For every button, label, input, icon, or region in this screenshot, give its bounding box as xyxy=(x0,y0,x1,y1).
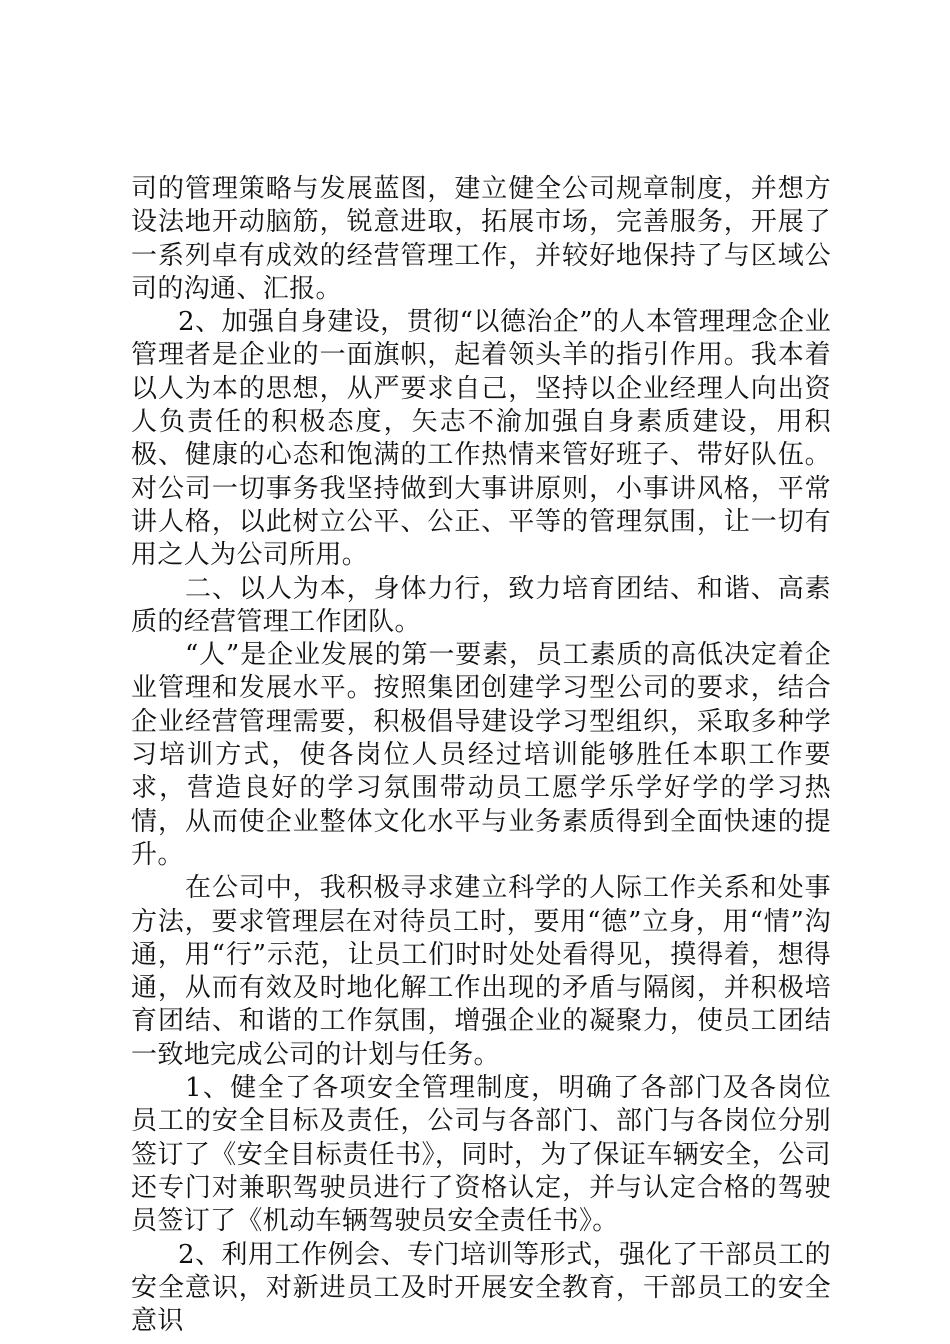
paragraph-7: 2、利用工作例会、专门培训等形式，强化了干部员工的安全意识，对新进员工及时开展安全教育，干部员工的安全意识 xyxy=(131,1239,831,1337)
paragraph-2: 2、加强自身建设，贯彻“以德治企”的人本管理理念企业管理者是企业的一面旗帜，起着领头羊的指引作用。我本着以人为本的思想，从严要求自己，坚持以企业经理人向出资人负责任的积极态度，矢志不渝加强自身素质建设，用积极、健康的心态和饱满的工作热情来管好班子、带好队伍。对公司一切事务我坚持做到大事讲原则，小事讲风格，平常讲人格，以此树立公平、公正、平等的管理氛围，让一切有用之人为公司所用。 xyxy=(131,307,831,571)
paragraph-6: 1、健全了各项安全管理制度，明确了各部门及各岗位员工的安全目标及责任，公司与各部门、部门与各岗位分别签订了《安全目标责任书》，同时，为了保证车辆安全，公司还专门对兼职驾驶员进行了资格认定，并与认定合格的驾驶员签订了《机动车辆驾驶员安全责任书》。 xyxy=(131,1073,831,1237)
paragraph-1: 司的管理策略与发展蓝图，建立健全公司规章制度，并想方设法地开动脑筋，锐意进取，拓展市场，完善服务，开展了一系列卓有成效的经营管理工作，并较好地保持了与区域公司的沟通、汇报。 xyxy=(131,174,831,304)
paragraph-4: “人”是企业发展的第一要素，员工素质的高低决定着企业管理和发展水平。按照集团创建学习型公司的要求，结合企业经营管理需要，积极倡导建设学习型组织，采取多种学习培训方式，使各岗位人员经过培训能够胜任本职工作要求，营造良好的学习氛围带动员工愿学乐学好学的学习热情，从而使企业整体文化水平与业务素质得到全面快速的提升。 xyxy=(131,640,831,870)
paragraph-3: 二、以人为本，身体力行，致力培育团结、和谐、高素质的经营管理工作团队。 xyxy=(131,573,831,637)
paragraph-5: 在公司中，我积极寻求建立科学的人际工作关系和处事方法，要求管理层在对待员工时，要用“德”立身，用“情”沟通，用“行”示范，让员工们时时处处看得见，摸得着，想得通，从而有效及时地化解工作出现的矛盾与隔阂，并积极培育团结、和谐的工作氛围，增强企业的凝聚力，使员工团结一致地完成公司的计划与任务。 xyxy=(131,873,831,1070)
document-body xyxy=(131,173,831,1338)
